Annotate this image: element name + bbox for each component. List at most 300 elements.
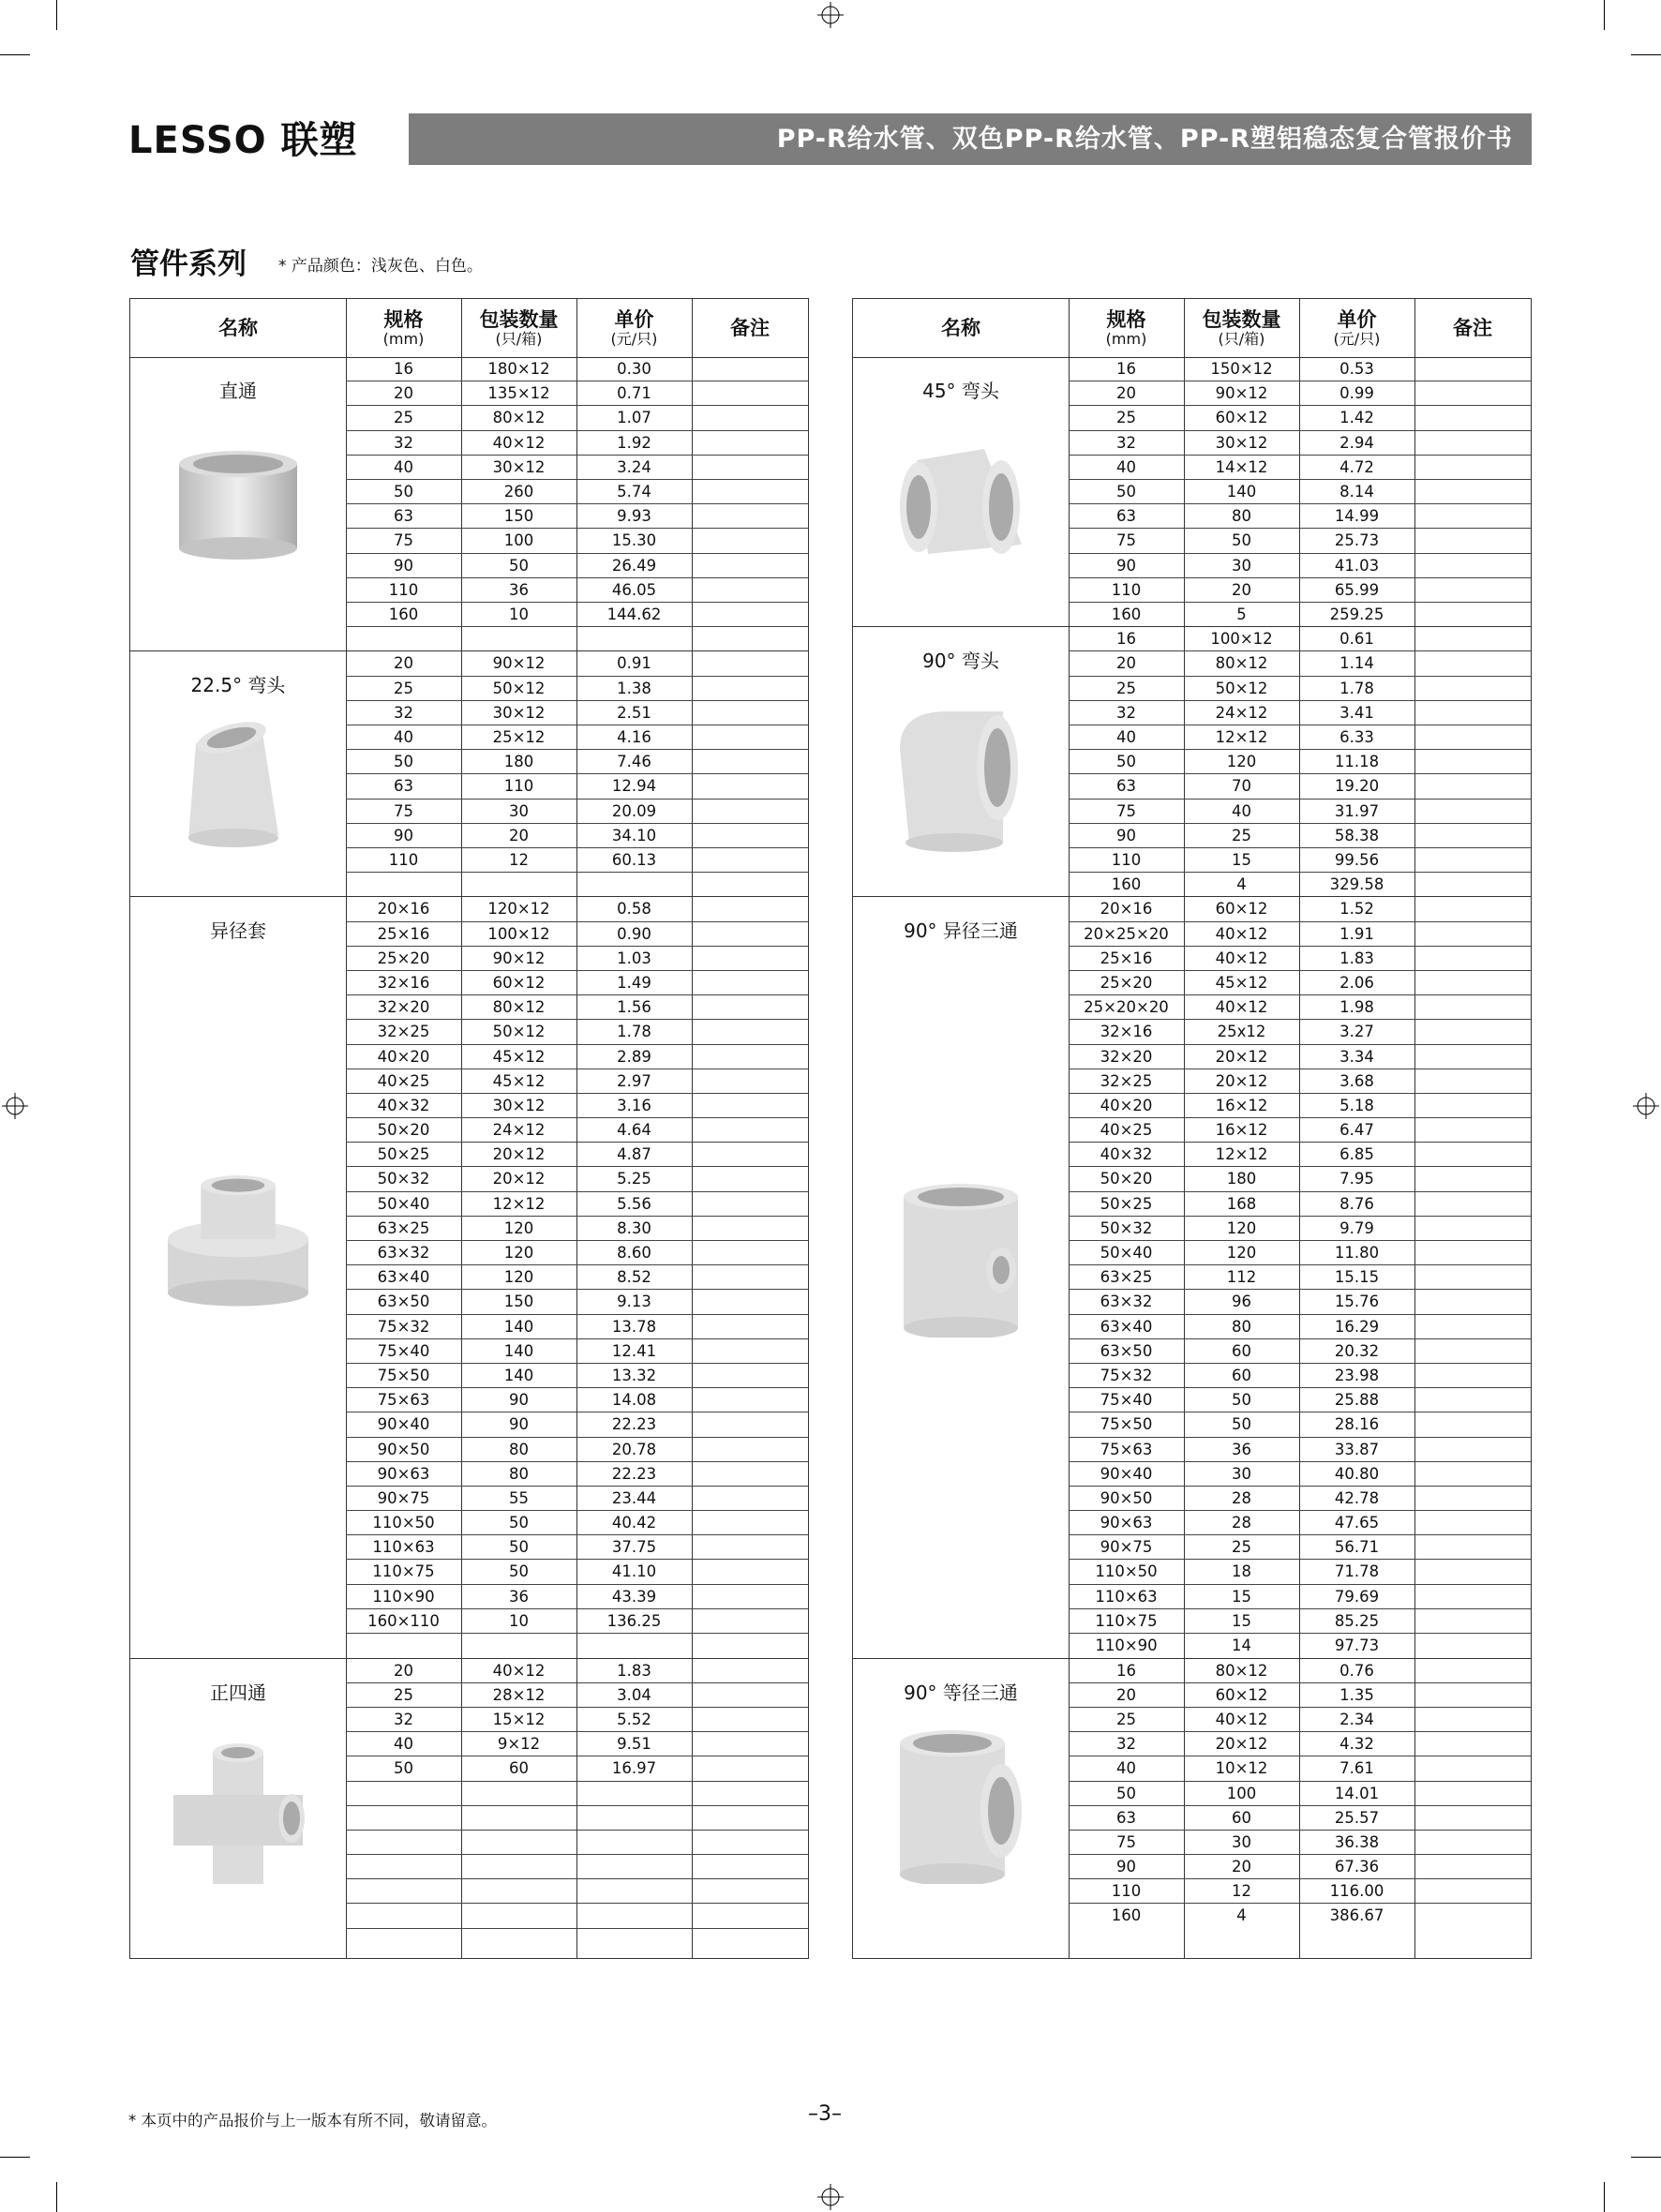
price-cell: 36.38 bbox=[1334, 1832, 1380, 1851]
price-cell: 2.51 bbox=[617, 703, 651, 722]
spec-cell: 90×75 bbox=[1100, 1538, 1153, 1557]
price-cell: 1.98 bbox=[1339, 998, 1374, 1017]
price-cell: 37.75 bbox=[611, 1538, 657, 1557]
remark-cell bbox=[1414, 406, 1531, 429]
qty-cell: 90×12 bbox=[1215, 384, 1268, 403]
remark-cell bbox=[692, 1241, 808, 1264]
remark-cell bbox=[1414, 1094, 1531, 1117]
remark-cell bbox=[692, 1265, 808, 1289]
price-cell: 34.10 bbox=[611, 826, 657, 844]
price-cell: 0.30 bbox=[617, 360, 651, 378]
qty-cell: 40 bbox=[1232, 801, 1251, 820]
remark-cell bbox=[692, 406, 808, 429]
price-cell: 136.25 bbox=[606, 1611, 662, 1630]
remark-cell bbox=[1414, 651, 1531, 675]
table-row bbox=[346, 1020, 808, 1044]
price-cell: 42.78 bbox=[1334, 1488, 1380, 1507]
qty-cell: 15×12 bbox=[492, 1710, 546, 1728]
spec-cell: 90 bbox=[1116, 826, 1136, 844]
remark-cell bbox=[1414, 1265, 1531, 1289]
qty-cell: 80×12 bbox=[1215, 654, 1268, 673]
price-cell: 4.72 bbox=[1339, 457, 1374, 476]
registration-mark-icon bbox=[2, 1093, 28, 1119]
price-cell: 12.41 bbox=[611, 1341, 657, 1360]
table-row bbox=[1069, 1879, 1531, 1904]
table-row bbox=[346, 627, 808, 651]
qty-cell: 60×12 bbox=[1215, 1685, 1268, 1704]
spec-cell: 90×50 bbox=[377, 1440, 430, 1458]
fitting-name: 直通 bbox=[219, 380, 257, 402]
spec-cell: 25 bbox=[1116, 409, 1136, 427]
qty-cell: 140 bbox=[503, 1341, 534, 1360]
price-cell: 26.49 bbox=[611, 556, 657, 575]
price-cell: 0.99 bbox=[1339, 384, 1374, 403]
table-row bbox=[1069, 406, 1531, 430]
price-cell: 1.56 bbox=[617, 998, 651, 1017]
price-cell: 85.25 bbox=[1334, 1611, 1380, 1630]
qty-cell: 30 bbox=[1232, 1464, 1251, 1483]
price-cell: 15.76 bbox=[1334, 1293, 1380, 1311]
spec-cell: 40 bbox=[1116, 457, 1136, 476]
fitting-name: 异径套 bbox=[210, 919, 266, 943]
spec-cell: 63 bbox=[1116, 1808, 1136, 1827]
header-qty: 包装数量 (只/箱) bbox=[479, 307, 559, 348]
remark-cell bbox=[692, 873, 808, 897]
spec-cell: 75×50 bbox=[1100, 1415, 1153, 1434]
remark-cell bbox=[692, 603, 808, 626]
qty-cell: 25×12 bbox=[492, 727, 546, 746]
remark-cell bbox=[1414, 431, 1531, 455]
qty-cell: 140 bbox=[1226, 482, 1257, 501]
table-row bbox=[1069, 1659, 1531, 1683]
spec-cell: 16 bbox=[1116, 630, 1136, 649]
qty-cell: 40×12 bbox=[1215, 998, 1268, 1017]
price-cell: 5.74 bbox=[617, 482, 651, 501]
spec-cell: 20 bbox=[1116, 1685, 1136, 1704]
spec-cell: 50×32 bbox=[377, 1170, 430, 1188]
price-cell: 7.61 bbox=[1339, 1759, 1374, 1778]
qty-cell: 50 bbox=[509, 556, 529, 575]
table-row bbox=[346, 381, 808, 406]
qty-cell: 100 bbox=[503, 531, 534, 550]
table-row bbox=[346, 529, 808, 553]
qty-cell: 90×12 bbox=[492, 949, 546, 967]
header-price: 单价 (元/只) bbox=[610, 307, 658, 348]
remark-cell bbox=[692, 456, 808, 479]
qty-cell: 16×12 bbox=[1215, 1121, 1268, 1140]
spec-cell: 32×16 bbox=[377, 973, 430, 992]
spec-cell: 90×40 bbox=[1100, 1464, 1153, 1483]
spec-cell: 63×50 bbox=[377, 1293, 430, 1311]
spec-cell: 50 bbox=[1116, 482, 1136, 501]
table-row bbox=[1069, 1708, 1531, 1732]
spec-cell: 63 bbox=[1116, 507, 1136, 526]
remark-cell bbox=[692, 971, 808, 994]
remark-cell bbox=[692, 677, 808, 700]
price-cell: 25.88 bbox=[1334, 1391, 1380, 1410]
remark-cell bbox=[1414, 873, 1531, 897]
spec-cell: 63×40 bbox=[377, 1268, 430, 1287]
remark-cell bbox=[692, 1806, 808, 1830]
equal-tee-icon bbox=[890, 1725, 1031, 1884]
table-row bbox=[346, 1364, 808, 1388]
qty-cell: 90×12 bbox=[492, 654, 546, 673]
remark-cell bbox=[1414, 1634, 1531, 1658]
spec-cell: 40 bbox=[394, 727, 413, 746]
header-name: 名称 bbox=[218, 316, 258, 339]
spec-cell: 40×25 bbox=[1100, 1121, 1153, 1140]
spec-cell: 25 bbox=[1116, 679, 1136, 697]
price-cell: 22.23 bbox=[611, 1464, 657, 1483]
qty-cell: 180×12 bbox=[487, 360, 550, 378]
price-cell: 1.07 bbox=[617, 409, 651, 427]
price-cell: 5.52 bbox=[617, 1710, 651, 1728]
qty-cell: 90 bbox=[509, 1415, 529, 1434]
price-cell: 41.10 bbox=[611, 1562, 657, 1581]
price-cell: 3.41 bbox=[1339, 703, 1374, 722]
remark-cell bbox=[1414, 554, 1531, 577]
table-row bbox=[346, 603, 808, 627]
crop-mark bbox=[1631, 54, 1661, 55]
remark-cell bbox=[1414, 529, 1531, 552]
table-row bbox=[1069, 578, 1531, 603]
table-row bbox=[346, 1118, 808, 1143]
table-row bbox=[346, 1708, 808, 1732]
price-cell: 0.76 bbox=[1339, 1661, 1374, 1680]
price-cell: 9.79 bbox=[1339, 1218, 1374, 1237]
spec-cell: 16 bbox=[394, 360, 413, 378]
spec-cell: 50 bbox=[1116, 753, 1136, 771]
remark-cell bbox=[1414, 824, 1531, 847]
crop-mark bbox=[0, 2157, 30, 2158]
qty-cell: 80 bbox=[1232, 507, 1251, 526]
price-cell bbox=[576, 1855, 692, 1878]
price-cell: 65.99 bbox=[1334, 580, 1380, 599]
qty-cell: 120 bbox=[503, 1244, 534, 1263]
qty-cell: 30 bbox=[1232, 556, 1251, 575]
spec-cell: 90 bbox=[394, 826, 413, 844]
remark-cell bbox=[692, 1879, 808, 1903]
remark-cell bbox=[692, 431, 808, 455]
spec-cell: 75×50 bbox=[377, 1366, 430, 1384]
price-cell: 5.18 bbox=[1339, 1096, 1374, 1114]
price-cell: 1.52 bbox=[1339, 900, 1374, 919]
remark-cell bbox=[1414, 1290, 1531, 1313]
fitting-group bbox=[853, 897, 1531, 1658]
remark-cell bbox=[692, 1143, 808, 1166]
qty-cell: 20 bbox=[509, 826, 529, 844]
spec-cell: 160 bbox=[1111, 605, 1142, 623]
price-cell: 15.15 bbox=[1334, 1268, 1380, 1287]
table-row bbox=[346, 456, 808, 480]
spec-cell: 75×40 bbox=[1100, 1391, 1153, 1410]
spec-cell: 25 bbox=[394, 1685, 413, 1704]
table-row bbox=[346, 1167, 808, 1191]
qty-cell: 120×12 bbox=[487, 900, 550, 919]
qty-cell bbox=[461, 1929, 576, 1953]
price-cell: 2.34 bbox=[1339, 1710, 1374, 1728]
spec-cell: 90×75 bbox=[377, 1488, 430, 1507]
spec-cell: 40 bbox=[394, 457, 413, 476]
remark-cell bbox=[1414, 1683, 1531, 1707]
remark-cell bbox=[1414, 1118, 1531, 1142]
table-row bbox=[346, 554, 808, 578]
table-row bbox=[346, 406, 808, 430]
table-row bbox=[1069, 774, 1531, 799]
table-row bbox=[1069, 971, 1531, 995]
table-row bbox=[346, 1487, 808, 1511]
footnote: * 本页中的产品报价与上一版本有所不同，敬请留意。 bbox=[128, 2112, 497, 2130]
price-cell: 329.58 bbox=[1329, 875, 1384, 894]
table-row bbox=[346, 1045, 808, 1069]
crop-mark bbox=[0, 54, 30, 55]
qty-cell: 45×12 bbox=[492, 1047, 546, 1066]
table-row bbox=[1069, 431, 1531, 456]
table-row bbox=[346, 504, 808, 529]
spec-cell: 75 bbox=[394, 801, 413, 820]
price-cell: 23.98 bbox=[1334, 1366, 1380, 1384]
crop-mark bbox=[1631, 2157, 1661, 2158]
qty-cell: 12 bbox=[1232, 1882, 1251, 1901]
table-body bbox=[130, 357, 808, 1958]
spec-cell: 110×90 bbox=[372, 1587, 435, 1606]
qty-cell: 18 bbox=[1232, 1562, 1251, 1581]
qty-cell: 30×12 bbox=[492, 457, 546, 476]
price-cell: 43.39 bbox=[611, 1587, 657, 1606]
qty-cell: 30 bbox=[1232, 1832, 1251, 1851]
spec-cell: 20 bbox=[1116, 654, 1136, 673]
remark-cell bbox=[1414, 578, 1531, 602]
remark-cell bbox=[1414, 1756, 1531, 1780]
price-cell: 4.16 bbox=[617, 727, 651, 746]
table-row bbox=[1069, 725, 1531, 750]
spec-cell: 32×25 bbox=[377, 1023, 430, 1041]
price-cell: 99.56 bbox=[1334, 850, 1380, 869]
price-cell: 56.71 bbox=[1334, 1538, 1380, 1557]
table-row bbox=[346, 971, 808, 995]
table-row bbox=[1069, 554, 1531, 578]
remark-cell bbox=[692, 1929, 808, 1953]
price-cell: 8.30 bbox=[617, 1218, 651, 1237]
price-cell: 58.38 bbox=[1334, 826, 1380, 844]
spec-cell: 75 bbox=[1116, 1832, 1136, 1851]
qty-cell: 30×12 bbox=[492, 1096, 546, 1114]
table-row bbox=[1069, 922, 1531, 947]
price-cell: 20.78 bbox=[611, 1440, 657, 1458]
qty-cell: 25 bbox=[1232, 1538, 1251, 1557]
qty-cell bbox=[461, 1879, 576, 1903]
table-row bbox=[1069, 1487, 1531, 1511]
price-cell: 3.68 bbox=[1339, 1071, 1374, 1090]
price-cell: 14.08 bbox=[611, 1391, 657, 1410]
spec-cell: 50 bbox=[394, 1759, 413, 1778]
spec-cell: 50×20 bbox=[377, 1121, 430, 1140]
qty-cell: 40×12 bbox=[492, 433, 546, 452]
reducing-coupling-icon bbox=[168, 1169, 308, 1309]
qty-cell: 14 bbox=[1232, 1637, 1251, 1655]
remark-cell bbox=[1414, 480, 1531, 503]
spec-cell: 90×63 bbox=[1100, 1514, 1153, 1532]
table-row bbox=[346, 1634, 808, 1658]
qty-cell: 80 bbox=[509, 1440, 529, 1458]
fitting-group bbox=[130, 357, 808, 651]
table-row bbox=[1069, 381, 1531, 406]
qty-cell: 260 bbox=[503, 482, 534, 501]
table-row bbox=[1069, 1855, 1531, 1879]
table-row bbox=[1069, 603, 1531, 627]
header-spec: 规格 (mm) bbox=[1105, 307, 1147, 348]
price-cell: 11.18 bbox=[1334, 753, 1380, 771]
qty-cell: 4 bbox=[1236, 875, 1247, 894]
remark-cell bbox=[692, 1782, 808, 1805]
price-cell: 144.62 bbox=[606, 605, 662, 623]
header-remark: 备注 bbox=[730, 316, 770, 339]
qty-cell: 12×12 bbox=[1215, 1145, 1268, 1164]
spec-cell bbox=[346, 1929, 461, 1953]
price-cell: 2.06 bbox=[1339, 973, 1374, 992]
table-row bbox=[1069, 1265, 1531, 1290]
table-row bbox=[1069, 750, 1531, 774]
spec-cell: 63 bbox=[1116, 777, 1136, 796]
table-row bbox=[1069, 1388, 1531, 1412]
price-cell: 13.78 bbox=[611, 1317, 657, 1336]
spec-cell: 63×40 bbox=[1100, 1317, 1153, 1336]
remark-cell bbox=[692, 1118, 808, 1142]
table-row bbox=[346, 1806, 808, 1831]
qty-cell: 150 bbox=[503, 507, 534, 526]
qty-cell: 36 bbox=[509, 580, 529, 599]
price-cell bbox=[576, 1879, 692, 1903]
qty-cell: 20×12 bbox=[1215, 1047, 1268, 1066]
qty-cell: 50 bbox=[1232, 531, 1251, 550]
price-cell: 8.52 bbox=[617, 1268, 651, 1287]
remark-cell bbox=[692, 750, 808, 773]
remark-cell bbox=[692, 1462, 808, 1486]
price-cell: 12.94 bbox=[611, 777, 657, 796]
qty-cell: 150 bbox=[503, 1293, 534, 1311]
remark-cell bbox=[692, 1708, 808, 1731]
fitting-group bbox=[130, 1659, 808, 1953]
qty-cell: 100×12 bbox=[487, 924, 550, 943]
fitting-group bbox=[853, 357, 1531, 627]
qty-cell: 45×12 bbox=[1215, 973, 1268, 992]
price-cell bbox=[576, 1831, 692, 1854]
remark-cell bbox=[1414, 1904, 1531, 1928]
spec-cell: 40 bbox=[1116, 727, 1136, 746]
spec-cell: 40×32 bbox=[1100, 1145, 1153, 1164]
remark-cell bbox=[1414, 1388, 1531, 1412]
table-row bbox=[1069, 1045, 1531, 1069]
qty-cell: 10 bbox=[509, 1611, 529, 1630]
spec-cell: 75×32 bbox=[1100, 1366, 1153, 1384]
remark-cell bbox=[1414, 1511, 1531, 1534]
remark-cell bbox=[1414, 357, 1531, 381]
reducing-tee-icon bbox=[890, 1178, 1031, 1338]
price-cell: 40.42 bbox=[611, 1514, 657, 1532]
crop-mark bbox=[1604, 0, 1605, 30]
price-cell: 5.56 bbox=[617, 1194, 651, 1213]
page-number: –3– bbox=[808, 2102, 842, 2126]
table-body bbox=[853, 357, 1531, 1958]
remark-cell bbox=[1414, 1438, 1531, 1461]
qty-cell: 80×12 bbox=[492, 998, 546, 1017]
qty-cell: 120 bbox=[1226, 1244, 1257, 1263]
qty-cell bbox=[461, 1831, 576, 1854]
remark-cell bbox=[692, 995, 808, 1019]
price-cell: 7.46 bbox=[617, 753, 651, 771]
spec-cell: 75×63 bbox=[1100, 1440, 1153, 1458]
remark-cell bbox=[1414, 1020, 1531, 1043]
price-cell: 5.25 bbox=[617, 1170, 651, 1188]
remark-cell bbox=[1414, 1855, 1531, 1878]
spec-cell: 16 bbox=[1116, 360, 1136, 378]
spec-cell: 40×20 bbox=[1100, 1096, 1153, 1114]
table-row bbox=[346, 677, 808, 701]
table-row bbox=[346, 1879, 808, 1904]
qty-cell bbox=[461, 1634, 576, 1658]
table-row bbox=[346, 1904, 808, 1928]
table-row bbox=[346, 1609, 808, 1634]
table-row bbox=[1069, 1412, 1531, 1437]
qty-cell: 50 bbox=[1232, 1391, 1251, 1410]
qty-cell: 5 bbox=[1236, 605, 1247, 623]
qty-cell: 110 bbox=[503, 777, 534, 796]
qty-cell: 20×12 bbox=[492, 1145, 546, 1164]
price-cell: 0.90 bbox=[617, 924, 651, 943]
spec-cell: 90×50 bbox=[1100, 1488, 1153, 1507]
remark-cell bbox=[1414, 1487, 1531, 1510]
table-row bbox=[346, 800, 808, 824]
price-cell: 3.34 bbox=[1339, 1047, 1374, 1066]
qty-cell: 112 bbox=[1226, 1268, 1257, 1287]
price-cell: 22.23 bbox=[611, 1415, 657, 1434]
price-cell: 8.76 bbox=[1339, 1194, 1374, 1213]
spec-cell: 110×63 bbox=[1095, 1587, 1158, 1606]
table-row bbox=[346, 1831, 808, 1855]
spec-cell: 90 bbox=[1116, 556, 1136, 575]
table-row bbox=[1069, 1782, 1531, 1806]
price-cell: 25.73 bbox=[1334, 531, 1380, 550]
remark-cell bbox=[692, 1732, 808, 1756]
remark-cell bbox=[1414, 1879, 1531, 1903]
qty-cell: 150×12 bbox=[1210, 360, 1273, 378]
spec-cell: 50×40 bbox=[1100, 1244, 1153, 1263]
fitting-group bbox=[130, 897, 808, 1658]
price-cell: 1.03 bbox=[617, 949, 651, 967]
remark-cell bbox=[1414, 897, 1531, 920]
qty-cell: 45×12 bbox=[492, 1071, 546, 1090]
price-cell bbox=[576, 1929, 692, 1953]
table-row bbox=[1069, 1118, 1531, 1143]
table-row bbox=[346, 1388, 808, 1412]
qty-cell: 12×12 bbox=[492, 1194, 546, 1213]
qty-cell bbox=[461, 1855, 576, 1878]
remark-cell bbox=[1414, 922, 1531, 946]
price-cell: 1.91 bbox=[1339, 924, 1374, 943]
price-table-left bbox=[129, 298, 809, 1959]
spec-cell: 110 bbox=[1111, 1882, 1142, 1901]
remark-cell bbox=[692, 897, 808, 920]
table-row bbox=[1069, 504, 1531, 529]
qty-cell: 40×12 bbox=[1215, 1710, 1268, 1728]
qty-cell: 80×12 bbox=[492, 409, 546, 427]
spec-cell: 75×40 bbox=[377, 1341, 430, 1360]
spec-cell: 32 bbox=[1116, 433, 1136, 452]
price-cell: 1.42 bbox=[1339, 409, 1374, 427]
remark-cell bbox=[692, 1659, 808, 1682]
crop-mark bbox=[1604, 2182, 1605, 2212]
qty-cell: 16×12 bbox=[1215, 1096, 1268, 1114]
